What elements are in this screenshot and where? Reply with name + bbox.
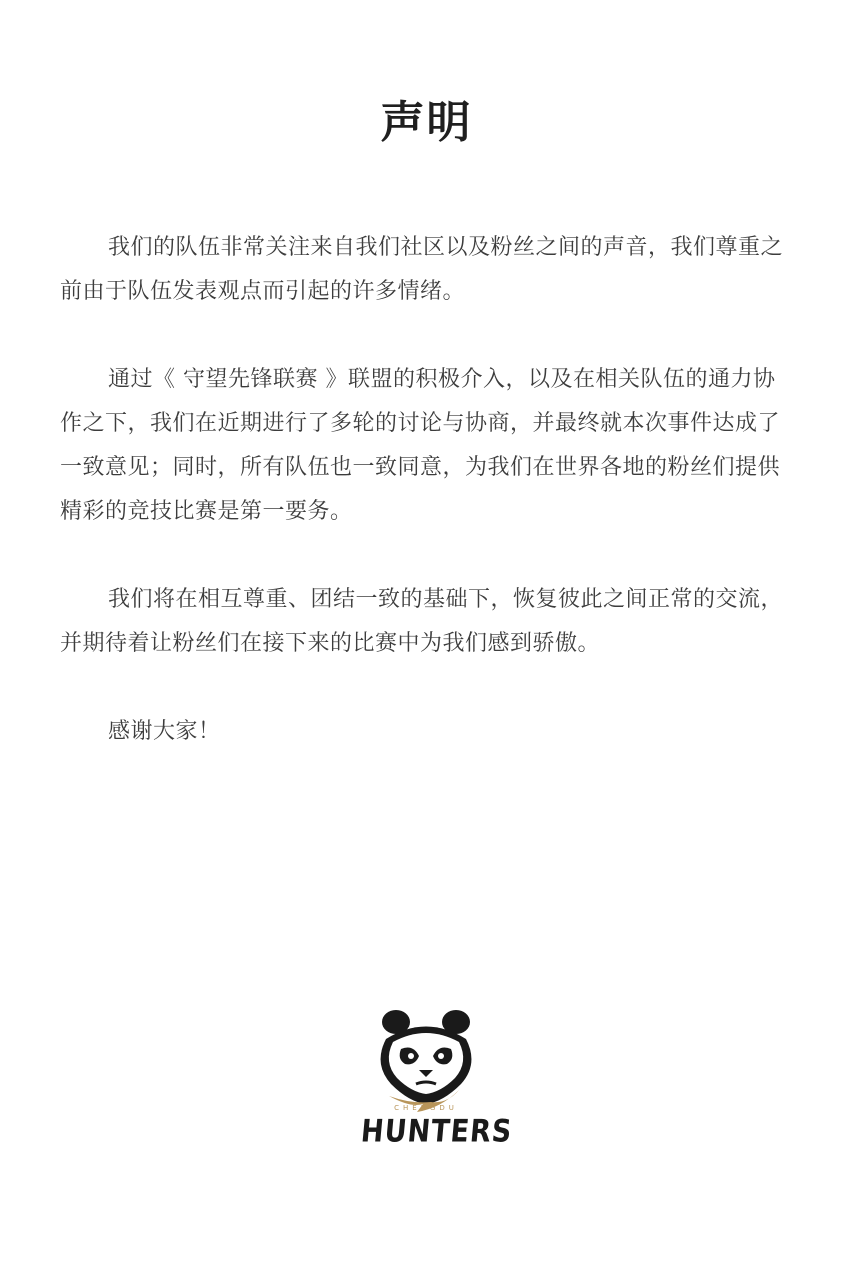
paragraph-1: 我们的队伍非常关注来自我们社区以及粉丝之间的声音，我们尊重之前由于队伍发表观点而引起的许多情绪。: [60, 235, 784, 304]
panda-head-icon: [361, 1004, 491, 1114]
statement-body: [60, 226, 795, 798]
paragraph-4: 感谢大家！: [108, 719, 221, 744]
logo-city-label: CHENGDU: [394, 1104, 458, 1112]
logo-brand-label: HUNTERS: [359, 1113, 514, 1150]
paragraph-2: 通过《 守望先锋联赛 》联盟的积极介入，以及在相关队伍的通力协作之下，我们在近期进行了多轮的讨论与协商，并最终就本次事件达成了一致意见；同时，所有队伍也一致同意，为我们在世界各地的粉丝们提供精彩的竞技比赛是第一要务。: [60, 367, 781, 524]
paragraph-3: 我们将在相互尊重、团结一致的基础下，恢复彼此之间正常的交流，并期待着让粉丝们在接下来的比赛中为我们感到骄傲。: [60, 587, 784, 656]
statement-title: 声明: [380, 97, 473, 148]
